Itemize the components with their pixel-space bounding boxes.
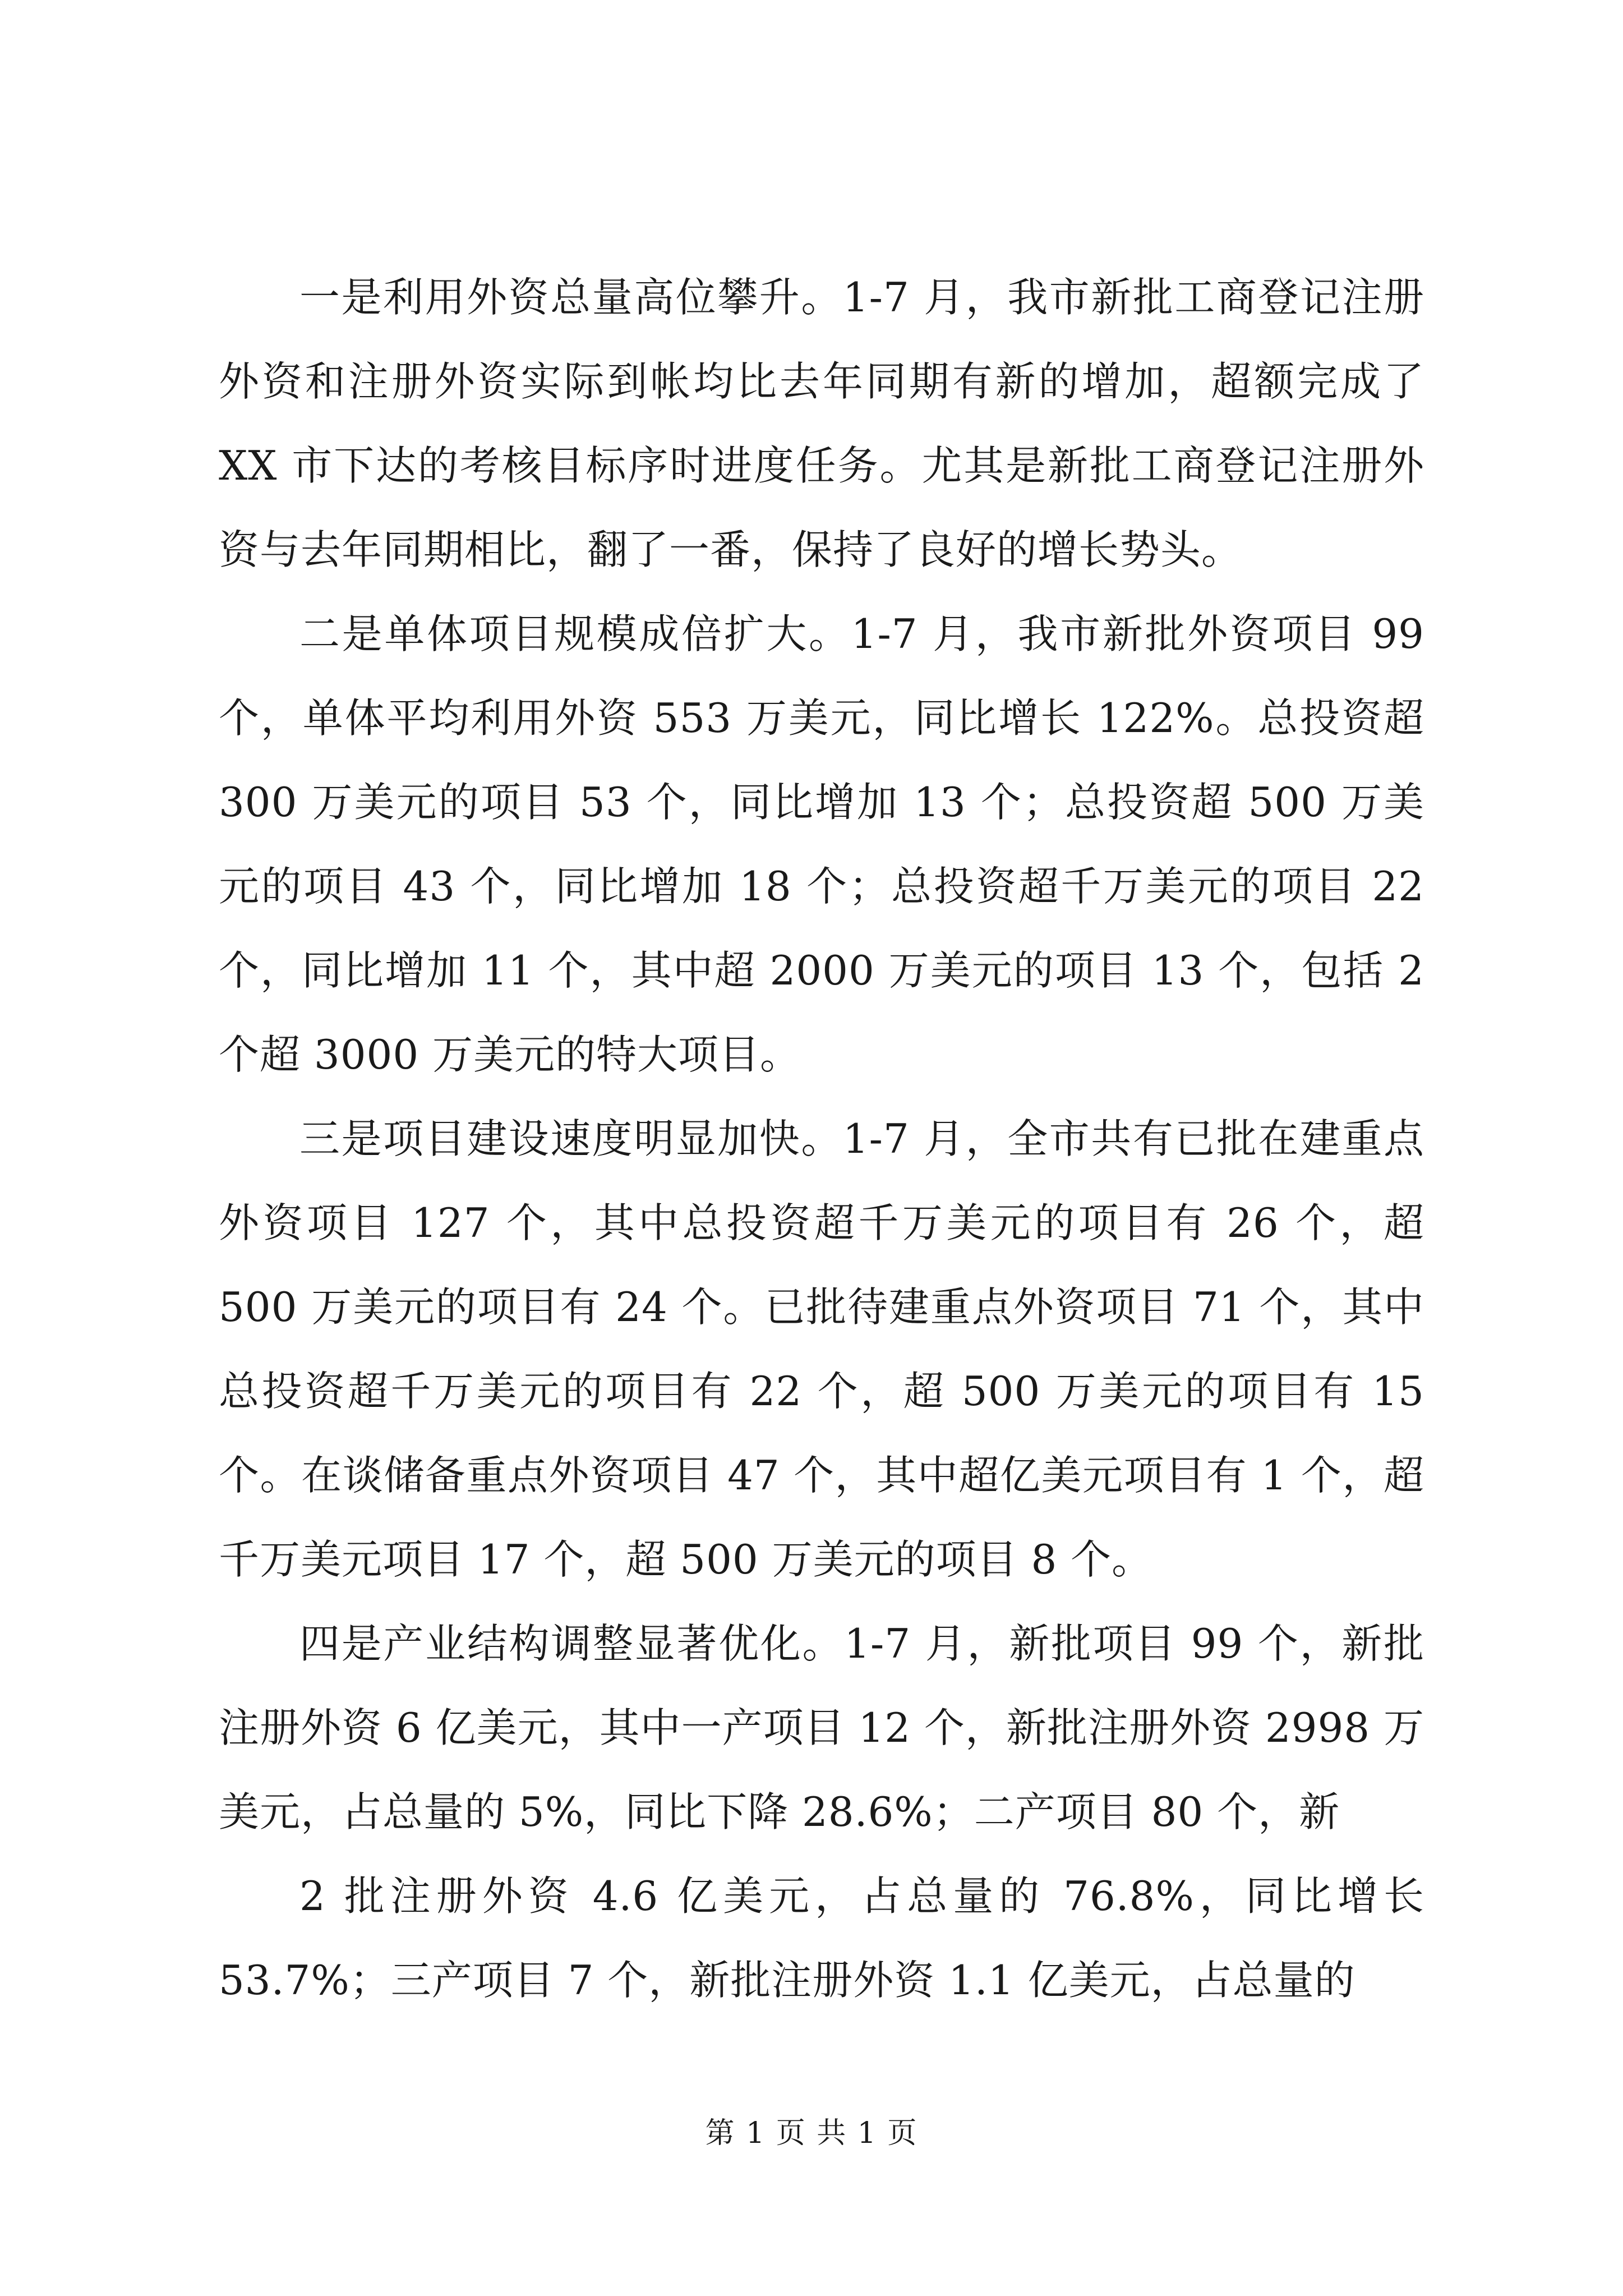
paragraph-1: 一是利用外资总量高位攀升。1-7 月，我市新批工商登记注册外资和注册外资实际到帐均比去年同期有新的增加，超额完成了 XX 市下达的考核目标序时进度任务。尤其是新批工商登记注册外资与去年同期相比，翻了一番，保持了良好的增长势头。 <box>219 274 1438 573</box>
paragraph-2: 二是单体项目规模成倍扩大。1-7 月，我市新批外资项目 99 个，单体平均利用外资 553 万美元，同比增长 122%。总投资超 300 万美元的项目 53 个，同比增加 13 个；总投资超 500 万美元的项目 43 个，同比增加 18 个；总投资超千万美元的项目 22 个，同比增加 11 个，其中超 2000 万美元的项目 13 个，包括 2 个超 3000 万美元的特大项目。 <box>219 610 1438 1078</box>
paragraph-4: 四是产业结构调整显著优化。1-7 月，新批项目 99 个，新批注册外资 6 亿美元，其中一产项目 12 个，新批注册外资 2998 万美元，占总量的 5%，同比下降 28.6%；二产项目 80 个，新 <box>219 1620 1424 1835</box>
paragraph-5: 2 批注册外资 4.6 亿美元，占总量的 76.8%，同比增长 53.7%；三产项目 7 个，新批注册外资 1.1 亿美元，占总量的 <box>219 1872 1438 2004</box>
document-body <box>219 255 1438 2022</box>
page-footer: 第 1 页 共 1 页 <box>705 2116 918 2150</box>
paragraph-3: 三是项目建设速度明显加快。1-7 月，全市共有已批在建重点外资项目 127 个，其中总投资超千万美元的项目有 26 个，超 500 万美元的项目有 24 个。已批待建重点外资项目 71 个，其中总投资超千万美元的项目有 22 个，超 500 万美元的项目有 15 个。在谈储备重点外资项目 47 个，其中超亿美元项目有 1 个，超千万美元项目 17 个，超 500 万美元的项目 8 个。 <box>219 1115 1438 1583</box>
